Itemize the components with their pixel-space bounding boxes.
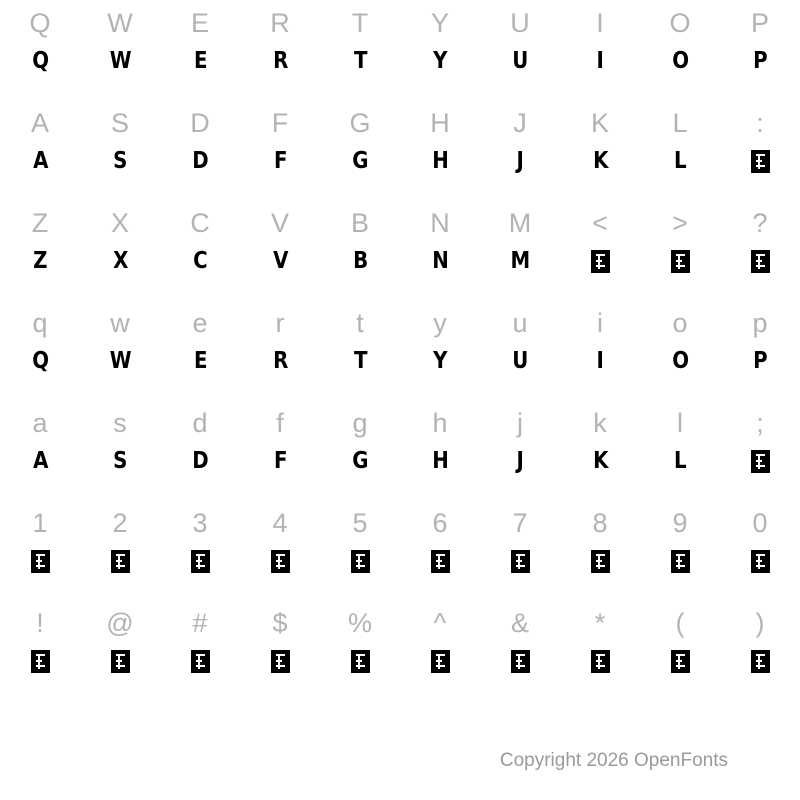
rendered-glyph (112, 246, 129, 276)
source-character: 4 (272, 508, 288, 538)
rendered-glyph (272, 246, 289, 276)
rendered-glyph (108, 346, 132, 376)
source-character: H (430, 108, 450, 138)
glyph-cell (640, 100, 720, 200)
glyph-cell (720, 300, 800, 400)
glyph-cell (400, 300, 480, 400)
glyph-letter: V (272, 247, 288, 274)
glyph-letter: I (596, 47, 604, 74)
glyph-letter: U (512, 47, 528, 74)
glyph-cell (80, 400, 160, 500)
glyph-letter: G (352, 147, 368, 174)
notdef-box-icon (671, 250, 690, 273)
notdef-box-icon (591, 650, 610, 673)
glyph-letter: J (516, 447, 524, 474)
source-character: S (110, 108, 129, 138)
rendered-glyph (673, 446, 687, 476)
source-character: p (752, 308, 768, 338)
source-character: O (669, 8, 691, 38)
glyph-cell (480, 0, 560, 100)
glyph-cell (640, 500, 720, 600)
glyph-cell (160, 300, 240, 400)
glyph-letter: H (432, 147, 448, 174)
rendered-glyph (752, 46, 768, 76)
rendered-glyph (751, 546, 770, 576)
source-character: 1 (32, 508, 48, 538)
rendered-glyph (671, 646, 690, 676)
source-character: r (275, 308, 285, 338)
notdef-box-icon (591, 550, 610, 573)
source-character: V (270, 208, 289, 238)
glyph-letter: F (273, 447, 287, 474)
glyph-cell (0, 600, 80, 700)
glyph-letter: R (272, 347, 288, 374)
rendered-glyph (592, 446, 609, 476)
glyph-letter: R (272, 47, 288, 74)
source-character: $ (272, 608, 288, 638)
rendered-glyph (31, 46, 50, 76)
rendered-glyph (673, 146, 687, 176)
glyph-cell (240, 0, 320, 100)
glyph-cell (0, 500, 80, 600)
rendered-glyph (671, 546, 690, 576)
glyph-cell (320, 300, 400, 400)
source-character: f (276, 408, 284, 438)
rendered-glyph (273, 146, 288, 176)
glyph-letter: A (32, 147, 48, 174)
rendered-glyph (516, 146, 524, 176)
glyph-cell (160, 100, 240, 200)
glyph-letter: A (32, 447, 48, 474)
glyph-letter: D (192, 147, 208, 174)
glyph-letter: F (273, 147, 287, 174)
glyph-cell (640, 200, 720, 300)
rendered-glyph (32, 146, 49, 176)
notdef-box-icon (271, 550, 290, 573)
rendered-glyph (432, 346, 448, 376)
glyph-cell (0, 0, 80, 100)
glyph-letter: S (113, 147, 127, 174)
glyph-letter: O (672, 347, 688, 374)
source-character: 8 (592, 508, 608, 538)
source-character: B (350, 208, 369, 238)
glyph-letter: S (113, 447, 127, 474)
source-character: E (190, 8, 209, 38)
glyph-cell (0, 200, 80, 300)
source-character: P (750, 8, 769, 38)
notdef-box-icon (431, 550, 450, 573)
glyph-cell (400, 100, 480, 200)
glyph-cell (0, 400, 80, 500)
glyph-letter: W (109, 347, 131, 374)
glyph-cell (720, 400, 800, 500)
rendered-glyph (352, 246, 369, 276)
source-character: ^ (433, 608, 447, 638)
glyph-letter: L (674, 447, 686, 474)
glyph-cell (480, 500, 560, 600)
rendered-glyph (511, 646, 530, 676)
source-character: e (192, 308, 208, 338)
glyph-cell (240, 100, 320, 200)
glyph-cell (640, 400, 720, 500)
glyph-letter: Q (32, 47, 48, 74)
rendered-glyph (751, 646, 770, 676)
glyph-letter: P (753, 347, 767, 374)
glyph-cell (320, 400, 400, 500)
rendered-glyph (111, 546, 130, 576)
rendered-glyph (272, 46, 289, 76)
glyph-cell (400, 400, 480, 500)
source-character: Y (430, 8, 449, 38)
glyph-cell (480, 600, 560, 700)
copyright-text: Copyright 2026 OpenFonts (499, 750, 728, 771)
glyph-letter: X (112, 247, 128, 274)
source-character: ? (752, 208, 768, 238)
rendered-glyph (112, 146, 128, 176)
rendered-glyph (351, 546, 370, 576)
source-character: I (596, 8, 604, 38)
glyph-letter: E (193, 47, 207, 74)
rendered-glyph (272, 346, 289, 376)
glyph-cell (560, 400, 640, 500)
glyph-cell (720, 200, 800, 300)
rendered-glyph (273, 446, 288, 476)
source-character: Q (29, 8, 51, 38)
rendered-glyph (193, 346, 208, 376)
glyph-cell (160, 200, 240, 300)
glyph-letter: K (592, 147, 608, 174)
notdef-box-icon (351, 550, 370, 573)
rendered-glyph (752, 346, 768, 376)
source-character: # (192, 608, 208, 638)
rendered-glyph (509, 246, 531, 276)
glyph-letter: L (674, 147, 686, 174)
glyph-cell (80, 300, 160, 400)
notdef-box-icon (431, 650, 450, 673)
source-character: A (30, 108, 49, 138)
glyph-letter: Z (33, 247, 47, 274)
glyph-cell (320, 200, 400, 300)
glyph-letter: Y (433, 347, 447, 374)
source-character: U (510, 8, 530, 38)
source-character: i (597, 308, 603, 338)
source-character: N (430, 208, 450, 238)
notdef-box-icon (751, 550, 770, 573)
rendered-glyph (671, 246, 690, 276)
rendered-glyph (351, 646, 370, 676)
source-character: Z (31, 208, 49, 238)
source-character: a (32, 408, 48, 438)
source-character: k (593, 408, 607, 438)
source-character: j (517, 408, 523, 438)
rendered-glyph (191, 546, 210, 576)
rendered-glyph (516, 446, 524, 476)
rendered-glyph (351, 146, 369, 176)
glyph-cell (560, 100, 640, 200)
glyph-cell (160, 400, 240, 500)
rendered-glyph (353, 46, 368, 76)
glyph-cell (320, 600, 400, 700)
glyph-letter: P (753, 47, 767, 74)
glyph-cell (80, 200, 160, 300)
notdef-box-icon (671, 650, 690, 673)
glyph-letter: O (672, 47, 688, 74)
rendered-glyph (596, 46, 604, 76)
rendered-glyph (191, 646, 210, 676)
source-character: & (510, 608, 529, 638)
glyph-cell (560, 0, 640, 100)
rendered-glyph (431, 446, 449, 476)
rendered-glyph (271, 546, 290, 576)
rendered-glyph (431, 246, 449, 276)
rendered-glyph (353, 346, 368, 376)
glyph-letter: M (510, 247, 530, 274)
glyph-cell (400, 600, 480, 700)
source-character: L (672, 108, 688, 138)
glyph-cell (80, 0, 160, 100)
rendered-glyph (431, 646, 450, 676)
source-character: y (433, 308, 447, 338)
glyph-cell (160, 0, 240, 100)
rendered-glyph (591, 246, 610, 276)
source-character: o (672, 308, 688, 338)
glyph-cell (240, 600, 320, 700)
glyph-cell (240, 500, 320, 600)
glyph-cell (400, 500, 480, 600)
rendered-glyph (271, 646, 290, 676)
source-character: @ (106, 608, 134, 638)
rendered-glyph (191, 446, 209, 476)
rendered-glyph (191, 146, 209, 176)
source-character: ) (755, 608, 765, 638)
rendered-glyph (31, 646, 50, 676)
glyph-cell (80, 500, 160, 600)
rendered-glyph (431, 146, 449, 176)
glyph-cell (160, 600, 240, 700)
rendered-glyph (432, 46, 448, 76)
source-character: w (110, 308, 130, 338)
glyph-cell (320, 100, 400, 200)
notdef-box-icon (271, 650, 290, 673)
rendered-glyph (751, 146, 770, 176)
source-character: W (107, 8, 133, 38)
source-character: s (113, 408, 127, 438)
source-character: > (672, 208, 688, 238)
rendered-glyph (351, 446, 369, 476)
source-character: 6 (432, 508, 448, 538)
glyph-cell (640, 600, 720, 700)
notdef-box-icon (351, 650, 370, 673)
notdef-box-icon (751, 150, 770, 173)
source-character: % (347, 608, 372, 638)
glyph-cell (480, 400, 560, 500)
rendered-glyph (511, 46, 529, 76)
glyph-cell (480, 100, 560, 200)
glyph-cell (720, 500, 800, 600)
notdef-box-icon (751, 250, 770, 273)
source-character: 7 (512, 508, 528, 538)
glyph-cell (320, 500, 400, 600)
glyph-cell (640, 300, 720, 400)
source-character: ( (675, 608, 685, 638)
glyph-cell (80, 100, 160, 200)
source-character: l (677, 408, 683, 438)
glyph-letter: C (193, 247, 207, 274)
glyph-cell (240, 400, 320, 500)
rendered-glyph (31, 346, 50, 376)
glyph-letter: Y (433, 47, 447, 74)
glyph-cell (640, 0, 720, 100)
source-character: G (349, 108, 371, 138)
rendered-glyph (596, 346, 604, 376)
footer (0, 750, 800, 772)
notdef-box-icon (191, 550, 210, 573)
glyph-letter: T (353, 47, 367, 74)
rendered-glyph (108, 46, 132, 76)
notdef-box-icon (191, 650, 210, 673)
source-character: 5 (352, 508, 368, 538)
notdef-box-icon (31, 550, 50, 573)
notdef-box-icon (511, 550, 530, 573)
source-character: g (352, 408, 368, 438)
glyph-letter: H (432, 447, 448, 474)
rendered-glyph (511, 546, 530, 576)
source-character: D (190, 108, 210, 138)
rendered-glyph (751, 446, 770, 476)
glyph-letter: T (353, 347, 367, 374)
glyph-cell (80, 600, 160, 700)
rendered-glyph (193, 46, 208, 76)
rendered-glyph (591, 546, 610, 576)
notdef-box-icon (111, 550, 130, 573)
glyph-cell (560, 500, 640, 600)
source-character: X (110, 208, 129, 238)
glyph-cell (480, 200, 560, 300)
glyph-letter: I (596, 347, 604, 374)
glyph-cell (0, 300, 80, 400)
notdef-box-icon (751, 650, 770, 673)
source-character: q (32, 308, 48, 338)
notdef-box-icon (31, 650, 50, 673)
notdef-box-icon (511, 650, 530, 673)
glyph-letter: E (193, 347, 207, 374)
glyph-cell (720, 600, 800, 700)
glyph-cell (240, 300, 320, 400)
glyph-letter: B (352, 247, 368, 274)
glyph-letter: D (192, 447, 208, 474)
rendered-glyph (192, 246, 208, 276)
source-character: u (512, 308, 528, 338)
rendered-glyph (112, 446, 128, 476)
glyph-letter: W (109, 47, 131, 74)
glyph-cell (560, 300, 640, 400)
source-character: R (270, 8, 290, 38)
source-character: * (594, 608, 606, 638)
glyph-cell (560, 200, 640, 300)
glyph-cell (240, 200, 320, 300)
notdef-box-icon (671, 550, 690, 573)
rendered-glyph (32, 246, 48, 276)
glyph-cell (720, 100, 800, 200)
glyph-cell (560, 600, 640, 700)
source-character: : (756, 108, 764, 138)
glyph-cell (0, 100, 80, 200)
source-character: 3 (192, 508, 208, 538)
rendered-glyph (111, 646, 130, 676)
source-character: h (432, 408, 448, 438)
source-character: 9 (672, 508, 688, 538)
glyph-cell (160, 500, 240, 600)
glyph-cell (320, 0, 400, 100)
source-character: d (192, 408, 208, 438)
source-character: C (190, 208, 210, 238)
notdef-box-icon (751, 450, 770, 473)
source-character: < (592, 208, 608, 238)
glyph-letter: Q (32, 347, 48, 374)
source-character: ; (756, 408, 764, 438)
rendered-glyph (511, 346, 529, 376)
notdef-box-icon (591, 250, 610, 273)
glyph-cell (480, 300, 560, 400)
glyph-cell (720, 0, 800, 100)
glyph-letter: N (432, 247, 448, 274)
source-character: 2 (112, 508, 128, 538)
source-character: T (351, 8, 369, 38)
glyph-cell (400, 200, 480, 300)
rendered-glyph (32, 446, 49, 476)
source-character: 0 (752, 508, 768, 538)
notdef-box-icon (111, 650, 130, 673)
source-character: M (508, 208, 532, 238)
rendered-glyph (671, 46, 690, 76)
glyph-letter: U (512, 347, 528, 374)
source-character: F (271, 108, 289, 138)
source-character: K (590, 108, 609, 138)
glyph-cell (400, 0, 480, 100)
source-character: ! (36, 608, 44, 638)
rendered-glyph (671, 346, 690, 376)
rendered-glyph (751, 246, 770, 276)
rendered-glyph (431, 546, 450, 576)
rendered-glyph (592, 146, 609, 176)
glyph-letter: G (352, 447, 368, 474)
source-character: J (513, 108, 527, 138)
rendered-glyph (31, 546, 50, 576)
rendered-glyph (591, 646, 610, 676)
glyph-letter: J (516, 147, 524, 174)
glyph-letter: K (592, 447, 608, 474)
source-character: t (356, 308, 364, 338)
